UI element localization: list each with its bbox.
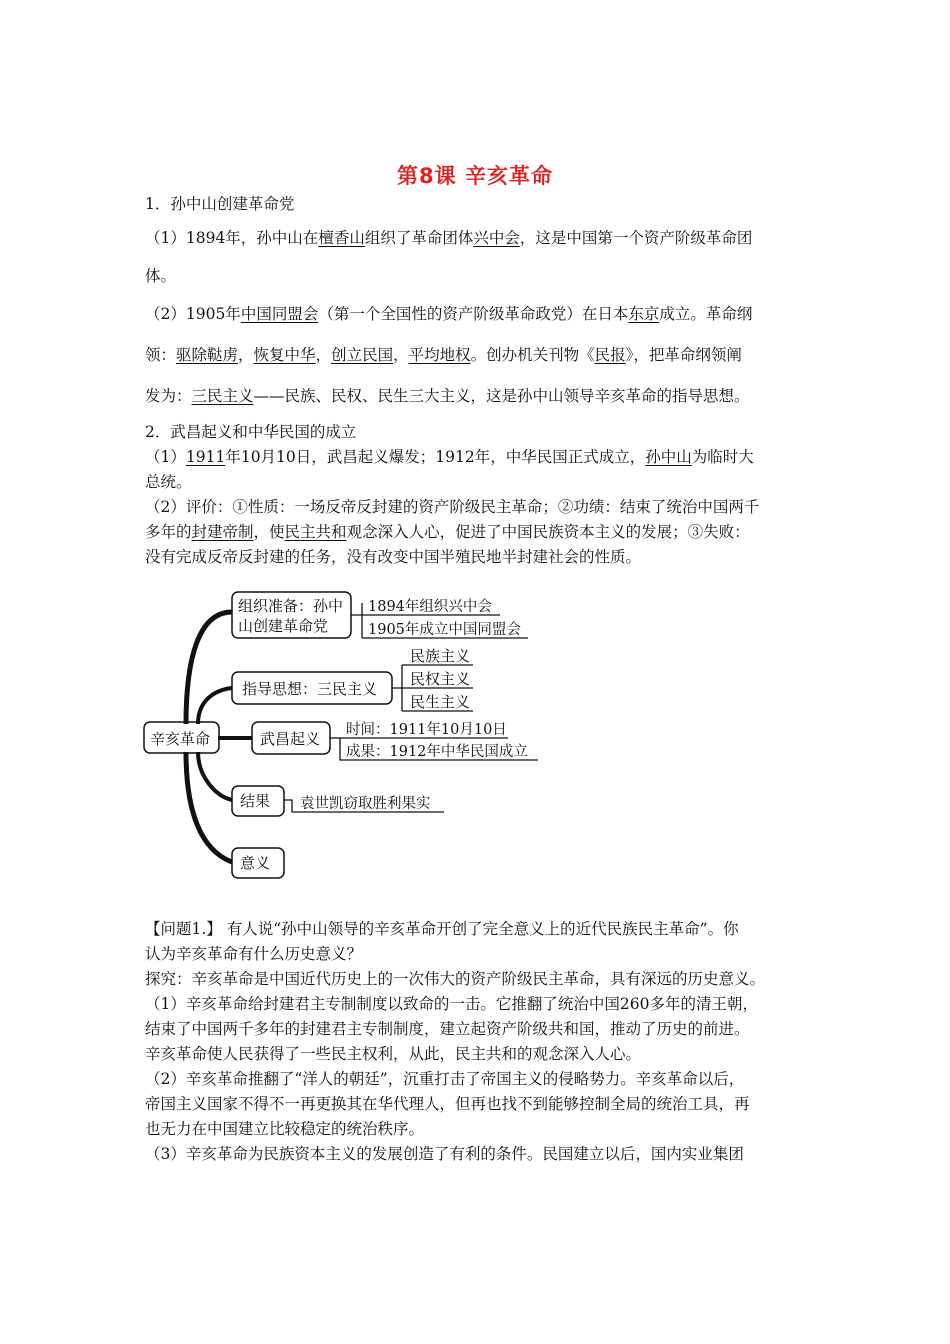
mm-guide-child-2: 民权主义 [410,670,471,688]
section-1-heading: 1．孙中山创建革命党 [145,195,295,213]
s2-para-2-cont: 多年的封建帝制，使民主共和观念深入人心，促进了中国民族资本主义的发展；③失败： [145,523,750,541]
s2-para-1: （1）1911年10月10日，武昌起义爆发；1912年，中华民国正式成立，孙中山为临时大 [145,448,754,466]
mm-org-child-1: 1894年组织兴中会 [368,599,492,615]
s1-para-4: 发为：三民主义——民族、民权、民生三大主义，这是孙中山领导辛亥革命的指导思想。 [145,387,750,405]
answer-line-7: 也无力在中国建立比较稳定的统治秩序。 [145,1120,425,1138]
mm-guide-child-1: 民族主义 [410,647,471,665]
lesson-title: 第8课 辛亥革命 [397,164,553,188]
s1-para-1: （1）1894年，孙中山在檀香山组织了革命团体兴中会，这是中国第一个资产阶级革命团 [145,229,753,247]
mm-org-line1: 组织准备：孙中 [238,597,344,615]
mm-wuchang: 武昌起义 [260,730,321,748]
answer-line-5: （2）辛亥革命推翻了“洋人的朝廷”，沉重打击了帝国主义的侵略势力。辛亥革命以后， [145,1070,745,1088]
question-line-1: 【问题1.】 有人说“孙中山领导的辛亥革命开创了完全意义上的近代民族民主革命”。你 [145,920,739,938]
answer-line-2: （1）辛亥革命给封建君主专制制度以致命的一击。它推翻了统治中国260多年的清王朝， [145,995,758,1013]
answer-line-8: （3）辛亥革命为民族资本主义的发展创造了有利的条件。民国建立以后，国内实业集团 [145,1145,744,1163]
mm-root: 辛亥革命 [150,730,211,748]
answer-line-4: 辛亥革命使人民获得了一些民主权利，从此，民主共和的观念深入人心。 [145,1045,642,1063]
mm-guide: 指导思想：三民主义 [242,680,378,698]
answer-line-3: 结束了中国两千多年的封建君主专制制度，建立起资产阶级共和国，推动了历史的前进。 [145,1020,750,1038]
answer-line-1: 探究：辛亥革命是中国近代历史上的一次伟大的资产阶级民主革命，具有深远的历史意义。 [145,970,766,988]
s2-para-2: （2）评价：①性质：一场反帝反封建的资产阶级民主革命；②功绩：结束了统治中国两千 [145,498,760,516]
mm-wuchang-child-2: 成果：1912年中华民国成立 [346,744,528,760]
mm-meaning: 意义 [240,854,271,872]
s2-para-1-cont: 总统。 [145,473,192,491]
s1-para-3: 领：驱除鞑虏，恢复中华，创立民国，平均地权。创办机关刊物《民报》，把革命纲领阐 [145,346,742,364]
question-line-2: 认为辛亥革命有什么历史意义？ [145,945,363,963]
mm-wuchang-child-1: 时间：1911年10月10日 [346,722,507,738]
s1-para-1-cont: 体。 [145,267,177,285]
s1-para-2: （2）1905年中国同盟会（第一个全国性的资产阶级革命政党）在日本东京成立。革命纲 [145,305,753,323]
section-2-heading: 2．武昌起义和中华民国的成立 [145,423,357,441]
mm-guide-child-3: 民生主义 [410,693,471,711]
mm-result-child: 袁世凯窃取胜利果实 [300,796,431,812]
mm-result: 结果 [240,792,271,810]
mm-org-line2: 山创建革命党 [238,617,329,635]
s2-para-2-end: 没有完成反帝反封建的任务，没有改变中国半殖民地半封建社会的性质。 [145,548,642,566]
mm-org-child-2: 1905年成立中国同盟会 [368,622,521,638]
answer-line-6: 帝国主义国家不得不一再更换其在华代理人，但再也找不到能够控制全局的统治工具，再 [145,1095,750,1113]
